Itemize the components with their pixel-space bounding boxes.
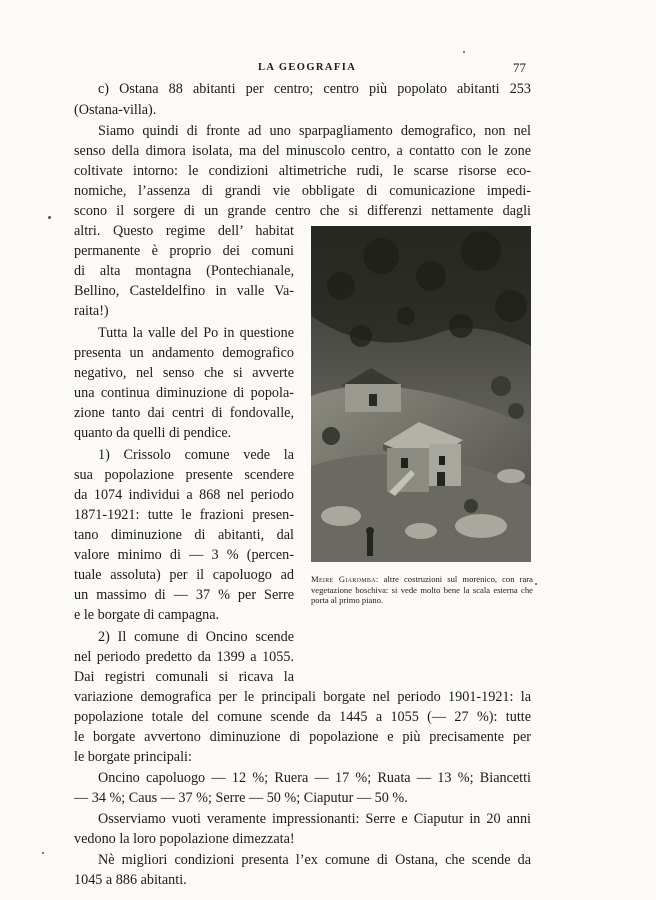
text-line: sua popolazione presente scendere	[74, 467, 294, 483]
text-line: nel periodo predetto da 1399 a 1055.	[74, 649, 294, 665]
text-line: altri. Questo regime dell’ habitat	[74, 223, 294, 239]
photo-illustration	[311, 226, 531, 562]
text-line: Nè migliori condizioni presenta l’ex comune di Ostana, che scende da	[98, 852, 531, 868]
text-line: scono il sorgere di un grande centro che si differenzi nettamente dagli	[74, 203, 531, 219]
page-number: 77	[513, 60, 526, 75]
text-line: zione tanto dai centri di fondovalle,	[74, 405, 294, 421]
text-line: quanto da quelli di pendice.	[74, 425, 232, 441]
figure-caption	[311, 574, 533, 606]
print-speck	[463, 51, 465, 53]
text-line: negativo, nel senso che si avverte	[74, 365, 294, 381]
text-line: 2) Il comune di Oncino scende	[98, 629, 294, 645]
text-line: Dai registri comunali si ricava la	[74, 669, 294, 685]
print-speck	[535, 583, 537, 585]
text-line: permanente è proprio dei comuni	[74, 243, 294, 259]
text-line: 1) Crissolo comune vede la	[98, 447, 294, 463]
text-line: presenta un andamento demografico	[74, 345, 294, 361]
text-line: 1871-1921: tutte le frazioni presen-	[74, 507, 294, 523]
caption-place-name: Meire Giaromba:	[311, 574, 379, 584]
running-head-title: LA GEOGRAFIA	[258, 62, 357, 73]
text-line: (Ostana-villa).	[74, 102, 157, 118]
text-line: una continua diminuzione di popola-	[74, 385, 294, 401]
text-line: 1045 a 886 abitanti.	[74, 872, 187, 888]
running-head	[0, 62, 656, 78]
text-line: popolazione totale del comune scende da 1445 a 1055 (— 27 %): tutte	[74, 709, 531, 725]
text-line: vedono la loro popolazione dimezzata!	[74, 831, 295, 847]
text-line: le borgate principali:	[74, 749, 192, 765]
text-line: Bellino, Casteldelfino in valle Va-	[74, 283, 294, 299]
text-line: le borgate avvertono diminuzione di popolazione e più precisamente per	[74, 729, 531, 745]
text-line: variazione demografica per le principali borgate nel periodo 1901-1921: la	[74, 689, 531, 705]
text-line: Oncino capoluogo — 12 %; Ruera — 17 %; Ruata — 13 %; Biancetti	[98, 770, 531, 786]
text-line: Osserviamo vuoti veramente impressionanti: Serre e Ciaputur in 20 anni	[98, 811, 531, 827]
text-line: di alta montagna (Pontechianale,	[74, 263, 294, 279]
text-line: c) Ostana 88 abitanti per centro; centro più popolato abitanti 253	[98, 81, 531, 97]
text-line: valore minimo di — 3 % (percen-	[74, 547, 294, 563]
text-line: un massimo di — 37 % per Serre	[74, 587, 294, 603]
text-line: da 1074 individui a 868 nel periodo	[74, 487, 294, 503]
text-line: Siamo quindi di fronte ad uno sparpagliamento demografico, non nel	[98, 123, 531, 139]
text-line: — 34 %; Caus — 37 %; Serre — 50 %; Ciaputur — 50 %.	[74, 790, 408, 806]
text-line: tano diminuzione di abitanti, dal	[74, 527, 294, 543]
text-line: Tutta la valle del Po in questione	[98, 325, 294, 341]
print-speck	[42, 852, 44, 854]
caption-text: altre costruzioni sul morenico, con rara vegetazione boschiva: si vede molto bene la scala esterna che porta al primo piano.	[311, 574, 533, 606]
text-line: nomiche, l’assenza di grandi vie obbligate di comunicazione impedi-	[74, 183, 531, 199]
photo-mountain-houses	[311, 226, 531, 562]
text-line: senso della dimora isolata, ma del minuscolo centro, a contatto con le zone	[74, 143, 531, 159]
text-line: coltivate intorno: le condizioni altimetriche rudi, le scarse risorse eco-	[74, 163, 531, 179]
text-line: e le borgate di campagna.	[74, 607, 220, 623]
text-line: raita!)	[74, 303, 109, 319]
text-line: tuale assoluta) per il capoluogo ad	[74, 567, 294, 583]
print-speck	[48, 216, 51, 219]
